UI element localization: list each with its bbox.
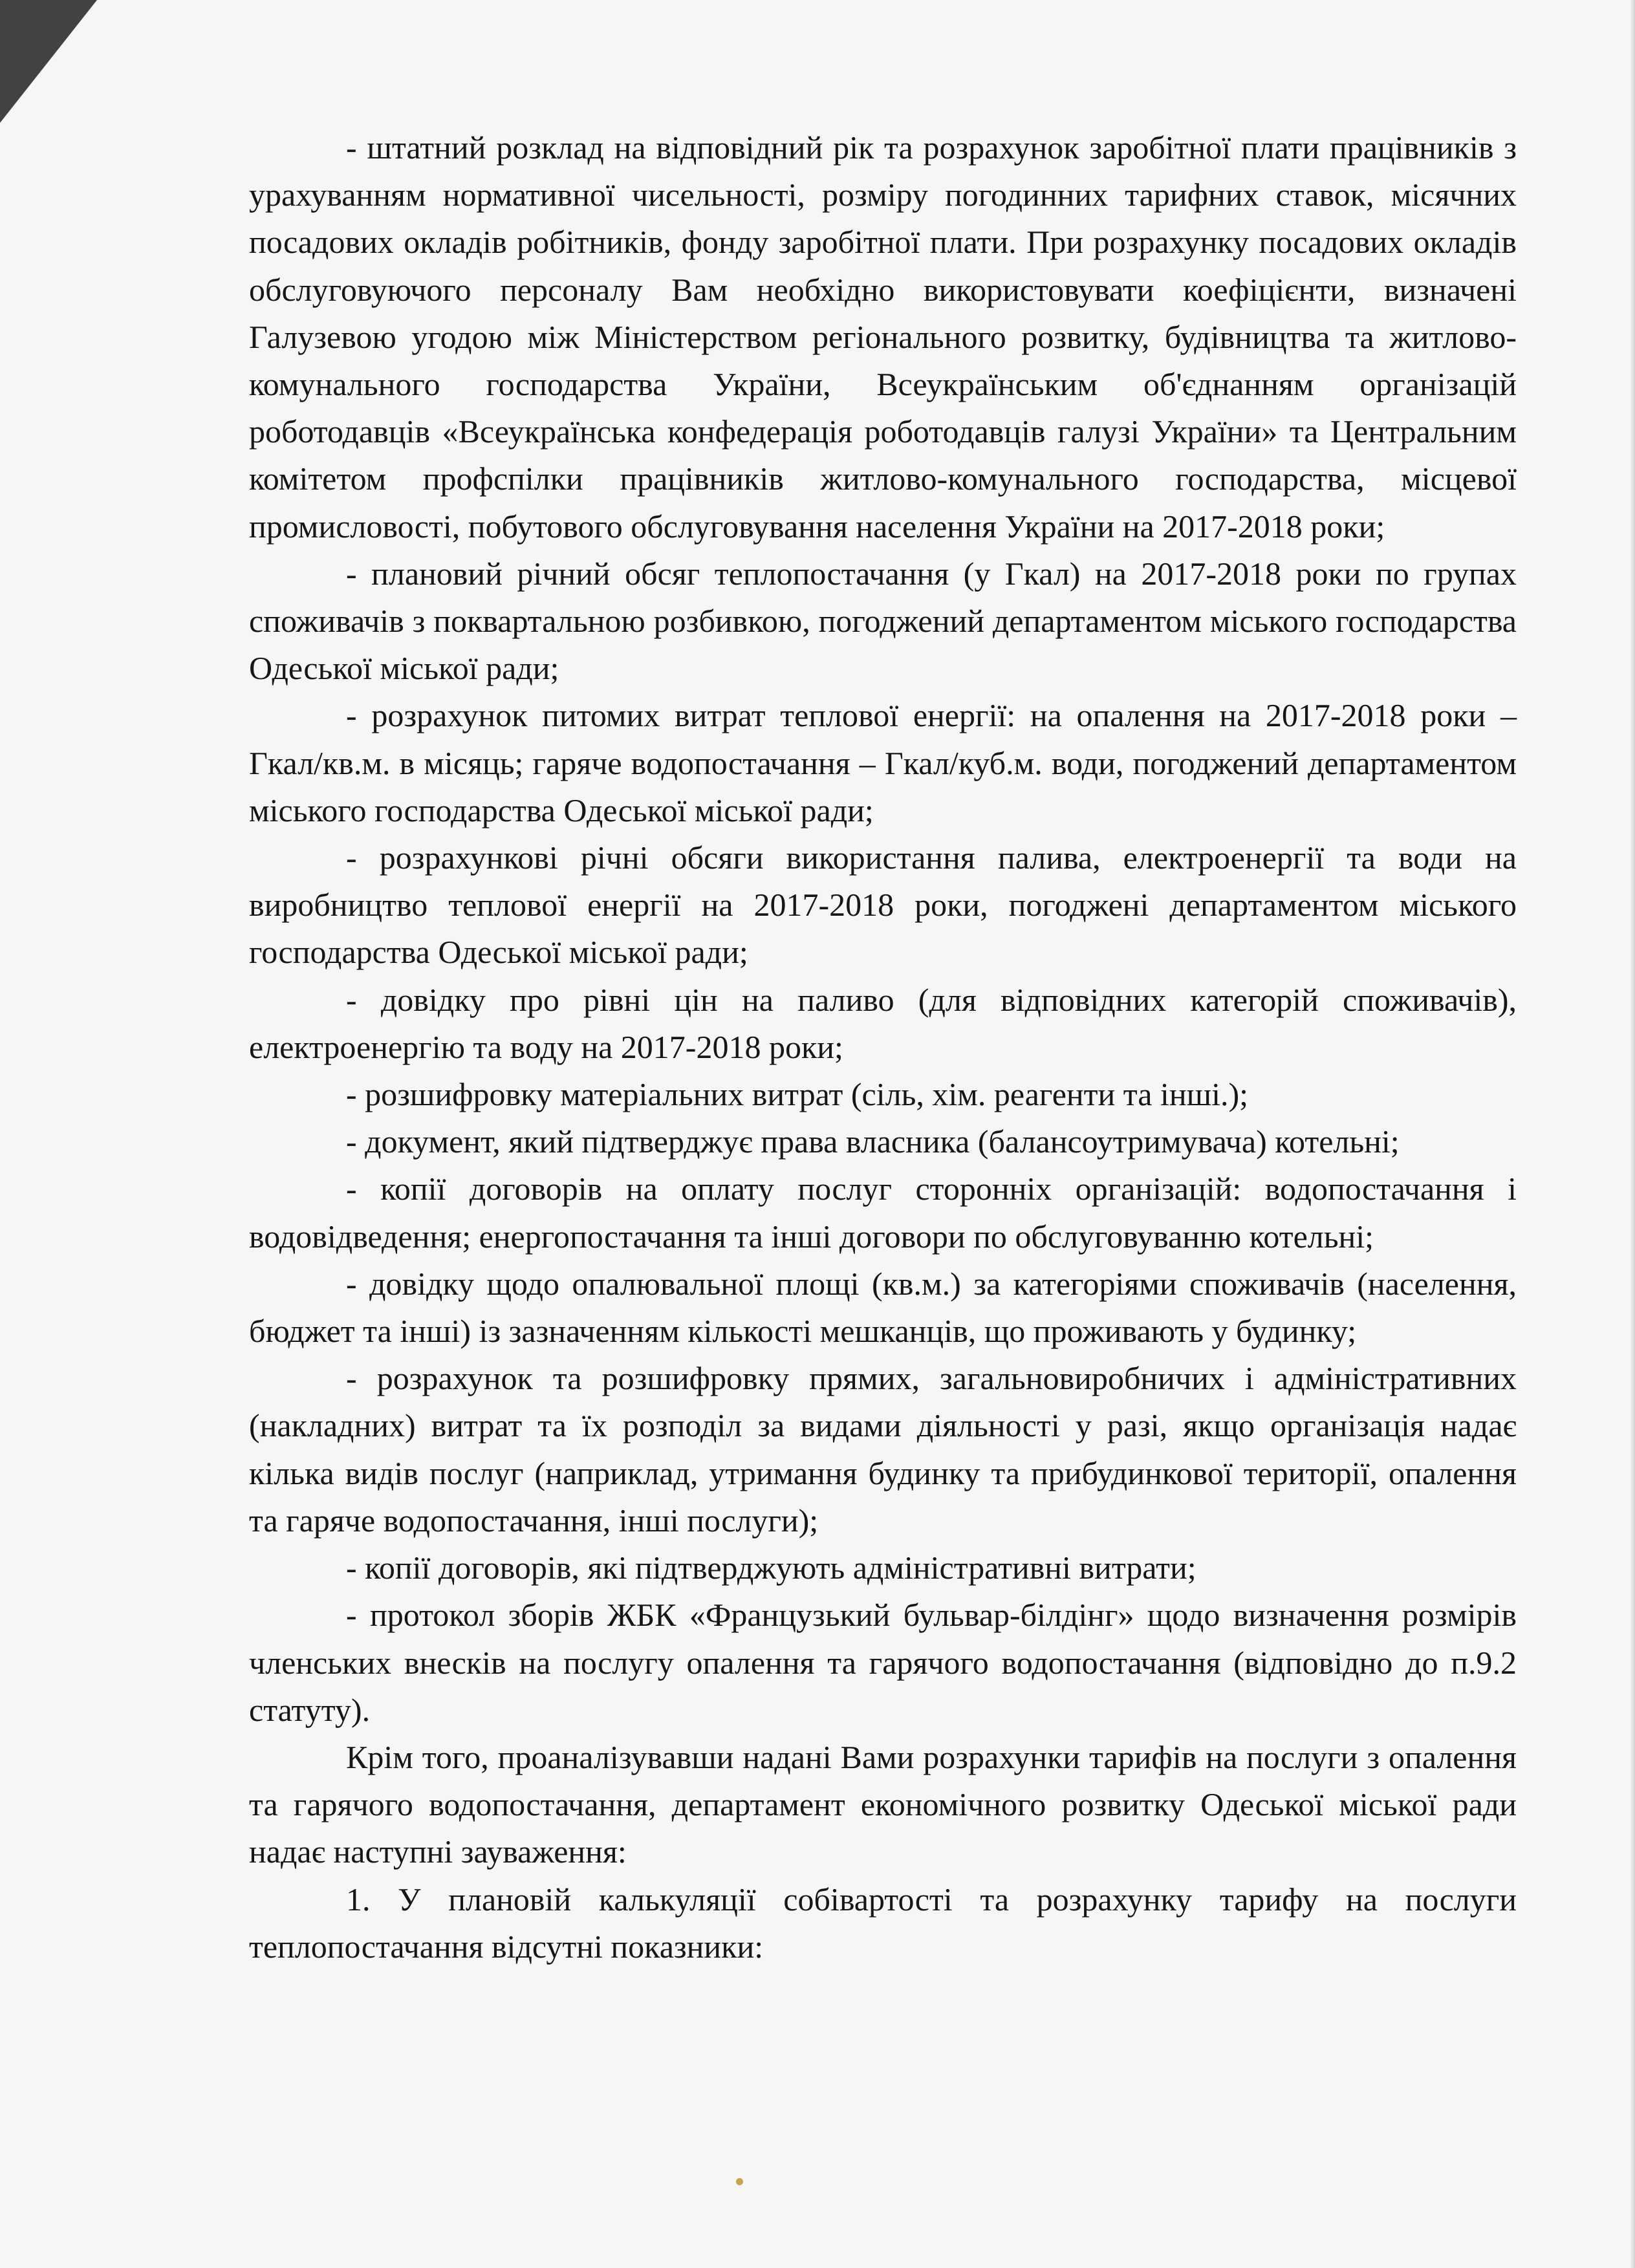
- paragraph-heat-supply-volume: - плановий річний обсяг теплопостачання (у Гкал) на 2017-2018 роки по групах споживачів з поквартальною розбивкою, погоджений департаментом міського господарства Одеської міської ради;: [249, 555, 1517, 687]
- page-dot-mark: [736, 2178, 743, 2185]
- paragraph-staff-schedule: - штатний розклад на відповідний рік та розрахунок заробітної плати працівників з урахуванням нормативної чисельності, розміру погодинних тарифних ставок, місячних посадових окладів робітників, фонду заробітної плати. При розрахунку посадових окладів обслуговуючого персоналу Вам необхідно використовувати коефіцієнти, визначені Галузевою угодою між Міністерством регіонального розвитку, будівництва та житлово-комунального господарства України, Всеукраїнським об'єднанням організацій роботодавців «Всеукраїнська конфедерація роботодавців галузі України» та Центральним комітетом профспілки працівників житлово-комунального господарства, місцевої промисловості, побутового обслуговування населення України на 2017-2018 роки;: [249, 129, 1517, 545]
- paragraph-admin-contracts: - копії договорів, які підтверджують адміністративні витрати;: [346, 1550, 1196, 1586]
- paragraph-fuel-volumes: - розрахункові річні обсяги використання палива, електроенергії та води на виробництво теплової енергії на 2017-2018 роки, погоджені департаментом міського господарства Одеської міської ради;: [249, 839, 1517, 971]
- paragraph-cost-breakdown: - розрахунок та розшифровку прямих, загальновиробничих і адміністративних (накладних) витрат та їх розподіл за видами діяльності у разі, якщо організація надає кілька видів послуг (наприклад, утримання будинку та прибудинкової території, опалення та гаряче водопостачання, інші послуги);: [249, 1360, 1517, 1539]
- page-corner-shadow: [0, 0, 97, 123]
- document-body: [249, 124, 1517, 1971]
- paragraph-remarks-intro: Крім того, проаналізувавши надані Вами розрахунки тарифів на послуги з опалення та гарячого водопостачання, департамент економічного розвитку Одеської міської ради надає наступні зауваження:: [249, 1738, 1517, 1870]
- paragraph-price-certificate: - довідку про рівні цін на паливо (для відповідних категорій споживачів), електроенергію та воду на 2017-2018 роки;: [249, 981, 1517, 1065]
- paragraph-meeting-protocol: - протокол зборів ЖБК «Французький бульвар-білдінг» щодо визначення розмірів членських внесків на послугу опалення та гарячого водопостачання (відповідно до п.9.2 статуту).: [249, 1597, 1517, 1728]
- paragraph-material-costs: - розшифровку матеріальних витрат (сіль, хім. реагенти та інші.);: [346, 1076, 1249, 1113]
- paragraph-contract-copies: - копії договорів на оплату послуг сторонніх організацій: водопостачання і водовідведення; енергопостачання та інші договори по обслуговуванню котельні;: [249, 1171, 1517, 1255]
- paragraph-specific-heat-costs: - розрахунок питомих витрат теплової енергії: на опалення на 2017-2018 роки – Гкал/кв.м. в місяць; гаряче водопостачання – Гкал/куб.м. води, погоджений департаментом міського господарства Одеської міської ради;: [249, 697, 1517, 828]
- scan-edge-shadow: [1630, 0, 1635, 2268]
- paragraph-heated-area: - довідку щодо опалювальної площі (кв.м.) за категоріями споживачів (населення, бюджет та інші) із зазначенням кількості мешканців, що проживають у будинку;: [249, 1265, 1517, 1350]
- paragraph-ownership-document: - документ, який підтверджує права власника (балансоутримувача) котельні;: [346, 1123, 1400, 1160]
- paragraph-remark-1: 1. У плановій калькуляції собівартості та розрахунку тарифу на послуги теплопостачання відсутні показники:: [249, 1881, 1517, 1965]
